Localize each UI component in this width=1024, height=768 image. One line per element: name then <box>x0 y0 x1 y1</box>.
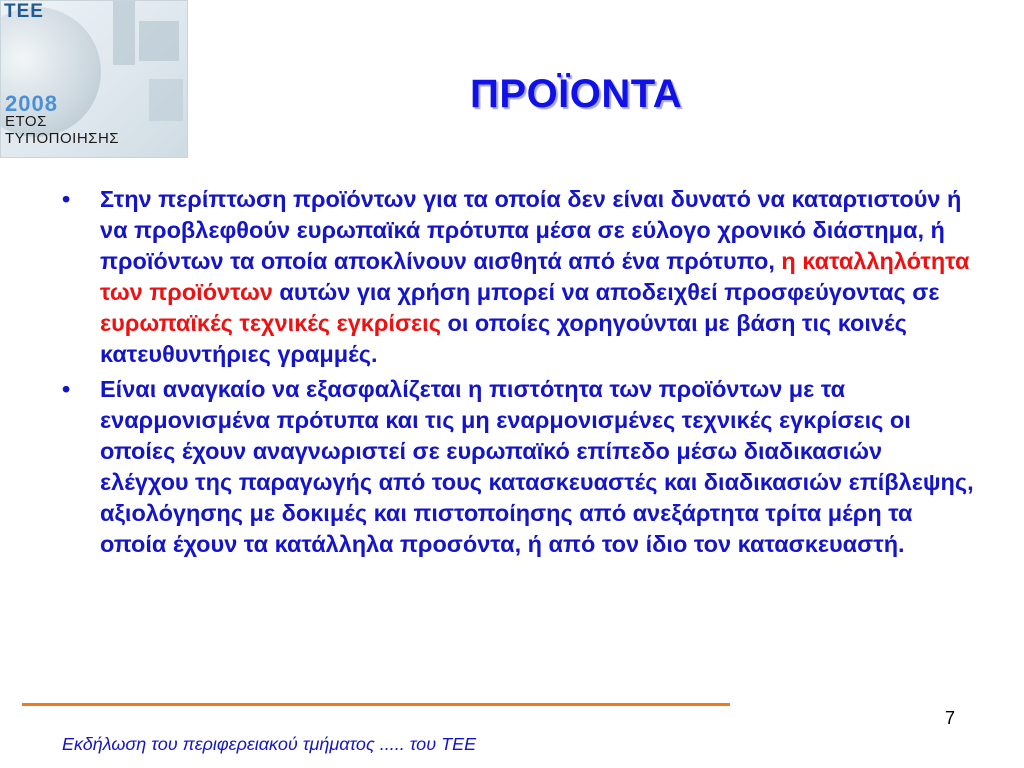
building-graphic <box>139 21 179 61</box>
bullet-item-1 <box>60 184 975 370</box>
bullet-1-text-2: αυτών για χρήση μπορεί να αποδειχθεί προσφεύγοντας σε <box>272 279 940 305</box>
logo-year: 2008 <box>5 91 58 116</box>
bullet-2-text-1: Είναι αναγκαίο να εξασφαλίζεται η πιστότητα των προϊόντων με τα εναρμονισμένα πρότυπα και τις μη εναρμονισμένες τεχνικές εγκρίσεις οι οποίες έχουν αναγνωριστεί σε ευρωπαϊκό επίπεδο μέσω διαδικασιών ελέγχου της παραγωγής από τους κατασκευαστές και διαδικασιών επίβλεψης, αξιολόγησης με δοκιμές και πιστοποίησης από ανεξάρτητα τρίτα μέρη τα οποία έχουν τα κατάλληλα προσόντα, ή από τον ίδιο τον κατασκευαστή. <box>100 376 974 557</box>
bullet-1-emphasis-2: ευρωπαϊκές τεχνικές εγκρίσεις <box>100 310 441 336</box>
footer-text: Εκδήλωση του περιφερειακού τμήματος ..... του ΤΕΕ <box>62 734 477 754</box>
bullet-dot-icon: • <box>62 186 71 212</box>
bullet-1-text-3: οι οποίες χορηγούνται με βάση τις κοινές κατευθυντήριες γραμμές. <box>100 310 907 367</box>
logo-line-2: ΤΥΠΟΠΟΙΗΣΗΣ <box>5 130 120 147</box>
building-graphic <box>113 1 135 65</box>
bullet-1-text-1: Στην περίπτωση προϊόντων για τα οποία δεν είναι δυνατό να καταρτιστούν ή να προβλεφθούν ευρωπαϊκά πρότυπα μέσα σε εύλογο χρονικό διάστημα, ή προϊόντων τα οποία αποκλίνουν αισθητά από ένα πρότυπο, <box>100 186 962 274</box>
logo-brand: TEE <box>4 1 44 22</box>
logo-line-1: ΕΤΟΣ <box>5 113 47 130</box>
slide-title: ΠΡΟΪΟΝΤΑ <box>470 72 683 116</box>
bullet-dot-icon: • <box>62 376 71 402</box>
building-graphic <box>149 79 183 121</box>
footer-divider <box>22 703 730 706</box>
bullet-1-emphasis-1: η καταλληλότητα των προϊόντων <box>100 248 970 305</box>
page-number: 7 <box>945 708 956 728</box>
tee-2008-logo <box>0 0 188 158</box>
bullet-list <box>60 184 975 564</box>
bullet-item-2 <box>60 374 975 560</box>
